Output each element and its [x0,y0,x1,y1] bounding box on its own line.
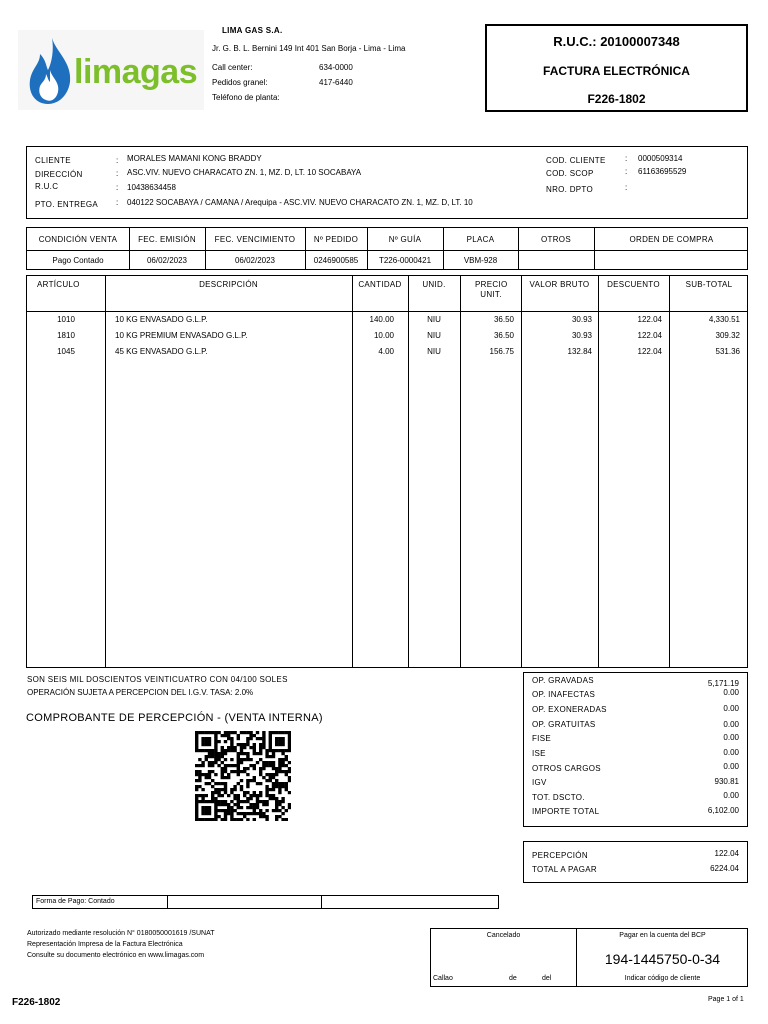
scop-colon: : [625,167,628,176]
total-value-fise: 0.00 [723,733,739,742]
address-label: DIRECCIÓN [35,170,83,179]
contact-label-2: Teléfono de planta: [212,93,280,102]
cancel-title: Cancelado [486,932,521,939]
item-subtotal: 531.36 [715,347,740,356]
qr-code [195,731,291,821]
total-to-pay-value: 6224.04 [710,864,739,873]
company-logo [18,30,204,110]
ruc-text: R.U.C.: 20100007348 [553,34,680,49]
items-table [26,275,748,668]
client-code-colon: : [625,154,628,163]
total-label-gravadas: OP. GRAVADAS [532,676,594,685]
total-to-pay-label: TOTAL A PAGAR [532,865,597,874]
dept-label: NRO. DPTO [546,185,594,194]
item-quantity: 10.00 [373,331,394,340]
total-value-ise: 0.00 [723,748,739,757]
sale-info-table [26,227,748,270]
legal-representation: Representación Impresa de la Factura Electrónica [27,941,183,948]
bank-title: Pagar en la cuenta del BCP [619,932,706,939]
bank-hint: Indicar código de cliente [624,975,701,982]
item-gross-value: 30.93 [571,315,592,324]
contact-label-1: Pedidos granel: [212,78,268,87]
item-discount: 122.04 [637,347,662,356]
info-plate: VBM-928 [463,256,498,265]
items-header-unit: UNID. [422,280,446,289]
legal-resolution: Autorizado mediante resolución N° 0180050001619 /SUNAT [27,930,215,937]
total-label-igv: IGV [532,778,547,787]
flame-icon [26,36,76,106]
item-article: 1045 [57,347,75,356]
info-header-others: OTROS [541,235,571,244]
payment-form-line [167,896,168,908]
logo-text: limagas [74,53,198,91]
payment-form-line [321,896,322,908]
total-value-igv: 930.81 [714,777,739,786]
total-label-fise: FISE [532,734,551,743]
item-discount: 122.04 [637,315,662,324]
cancel-de: de [509,975,517,982]
client-address: ASC.VIV. NUEVO CHARACATO ZN. 1, MZ. D, LT. 10 SOCABAYA [127,168,362,177]
items-header-article: ARTÍCULO [37,280,80,289]
legal-consult: Consulte su documento electrónico en www.limagas.com [27,952,205,959]
perception-title: COMPROBANTE DE PERCEPCIÓN - (VENTA INTERNA) [26,712,323,724]
info-condition: Pago Contado [52,256,104,265]
client-code-label: COD. CLIENTE [546,156,606,165]
footer-doc-number: F226-1802 [12,997,61,1008]
total-label-gratuitas: OP. GRATUITAS [532,720,596,729]
total-label-discount: TOT. DSCTO. [532,793,585,802]
contact-label-0: Call center: [212,63,253,72]
items-header-subtotal: SUB-TOTAL [685,280,733,289]
item-description: 45 KG ENVASADO G.L.P. [115,347,208,356]
address-colon: : [116,169,119,178]
item-article: 1810 [57,331,75,340]
payment-form-text: Forma de Pago: Contado [36,898,115,905]
item-gross-value: 132.84 [567,347,592,356]
document-number: F226-1802 [587,92,646,106]
item-quantity: 140.00 [369,315,394,324]
client-box [26,146,748,219]
items-header-description: DESCRIPCIÓN [199,280,258,289]
total-value-other-charges: 0.00 [723,762,739,771]
perception-value: 122.04 [714,849,739,858]
info-header-condition: CONDICIÓN VENTA [38,235,118,244]
ruc-label: R.U.C [35,182,59,191]
item-subtotal: 309.32 [715,331,740,340]
item-gross-value: 30.93 [571,331,592,340]
dept-colon: : [625,183,628,192]
total-value-discount: 0.00 [723,791,739,800]
qr-code-image [195,731,291,821]
item-subtotal: 4,330.51 [708,315,740,324]
client-label: CLIENTE [35,156,71,165]
scop-code: 61163695529 [638,167,687,176]
total-value-exoneradas: 0.00 [723,704,739,713]
items-col-line [105,276,106,667]
info-due-date: 06/02/2023 [234,256,276,265]
totals-box [523,672,748,827]
item-unit-price: 156.75 [489,347,514,356]
info-header-order: Nº PEDIDO [313,235,359,244]
item-quantity: 4.00 [378,347,394,356]
amount-in-words: SON SEIS MIL DOSCIENTOS VEINTICUATRO CON 04/100 SOLES [27,675,288,684]
info-order-number: 0246900585 [313,256,359,265]
invoice-number-box [485,24,748,112]
total-label-exoneradas: OP. EXONERADAS [532,705,607,714]
info-header-issue-date: FEC. EMISIÓN [138,235,196,244]
client-colon: : [116,156,119,165]
info-divider [27,250,747,251]
info-header-due-date: FEC. VENCIMIENTO [214,235,296,244]
item-unit: NIU [427,347,441,356]
cancel-del: del [542,975,552,982]
footer-page: Page 1 of 1 [708,996,744,1003]
total-label-grand-total: IMPORTE TOTAL [532,807,600,816]
cancel-city: Callao [433,975,453,982]
payment-form-box [32,895,499,909]
delivery-label: PTO. ENTREGA [35,200,99,209]
item-unit-price: 36.50 [493,331,514,340]
items-header-quantity: CANTIDAD [358,280,402,289]
info-header-purchase-order: ORDEN DE COMPRA [629,235,714,244]
cancel-box [430,928,748,987]
ruc-colon: : [116,183,119,192]
company-name: LIMA GAS S.A. [222,26,283,35]
client-ruc: 10438634458 [127,183,176,192]
perception-totals-box [523,841,748,883]
item-unit: NIU [427,315,441,324]
items-header-unit-price: PRECIO UNIT. [475,280,508,299]
bank-account: 194-1445750-0-34 [604,951,721,967]
company-address: Jr. G. B. L. Bernini 149 Int 401 San Borja - Lima - Lima [212,44,406,53]
item-description: 10 KG PREMIUM ENVASADO G.L.P. [115,331,248,340]
item-unit: NIU [427,331,441,340]
client-name: MORALES MAMANI KONG BRADDY [127,154,262,163]
total-value-inafectas: 0.00 [723,688,739,697]
total-value-grand-total: 6,102.00 [707,806,739,815]
client-code: 0000509314 [638,154,683,163]
info-header-plate: PLACA [466,235,495,244]
perception-note: OPERACIÓN SUJETA A PERCEPCION DEL I.G.V. TASA: 2.0% [27,688,254,697]
item-article: 1010 [57,315,75,324]
info-guide-number: T226-0000421 [378,256,432,265]
total-value-gravadas: 5,171.19 [707,679,739,688]
total-label-other-charges: OTROS CARGOS [532,764,601,773]
contact-value-1: 417-6440 [319,78,353,87]
items-header-discount: DESCUENTO [607,280,660,289]
items-header-divider [27,311,747,312]
item-discount: 122.04 [637,331,662,340]
delivery-point: 040122 SOCABAYA / CAMANA / Arequipa - ASC.VIV. NUEVO CHARACATO ZN. 1, MZ. D, LT. 10 [127,198,473,207]
delivery-colon: : [116,198,119,207]
info-header-guide: Nº GUÍA [388,235,422,244]
scop-label: COD. SCOP [546,169,594,178]
total-label-inafectas: OP. INAFECTAS [532,690,596,699]
info-issue-date: 06/02/2023 [146,256,188,265]
perception-label: PERCEPCIÓN [532,851,588,860]
item-unit-price: 36.50 [493,315,514,324]
total-label-ise: ISE [532,749,546,758]
item-description: 10 KG ENVASADO G.L.P. [115,315,208,324]
contact-value-0: 634-0000 [319,63,353,72]
total-value-gratuitas: 0.00 [723,720,739,729]
items-header-gross-value: VALOR BRUTO [529,280,590,289]
document-type: FACTURA ELECTRÓNICA [543,64,690,78]
